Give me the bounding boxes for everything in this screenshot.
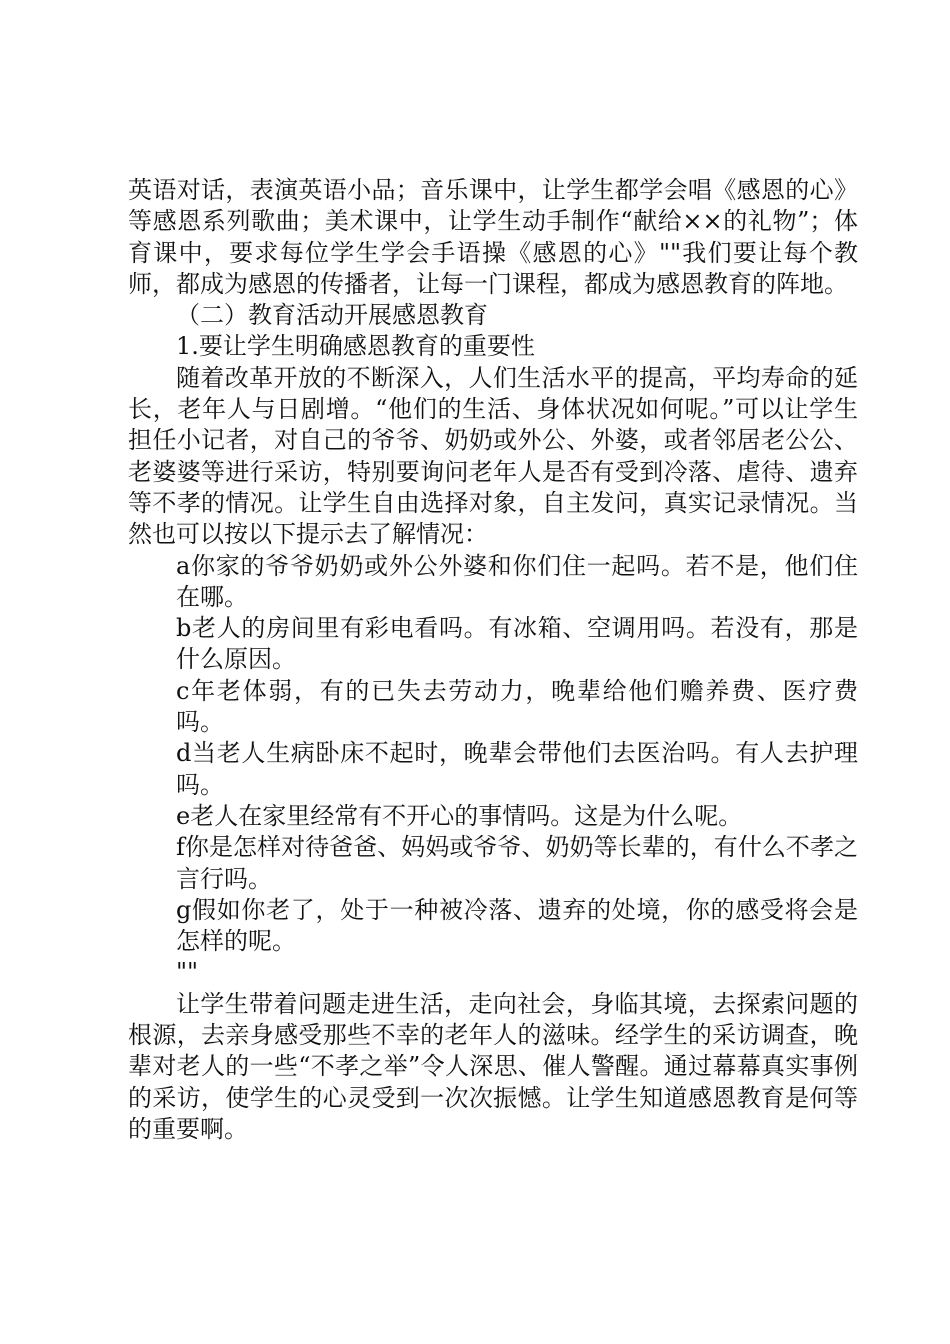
question-f: f你是怎样对待爸爸、妈妈或爷爷、奶奶等长辈的，有什么不孝之言行吗。	[176, 833, 858, 893]
question-e: e老人在家里经常有不开心的事情吗。这是为什么呢。	[176, 801, 743, 830]
subsection-heading: 1.要让学生明确感恩教育的重要性	[176, 332, 535, 361]
question-b: b老人的房间里有彩电看吗。有冰箱、空调用吗。若没有，那是什么原因。	[176, 614, 858, 674]
section-heading: （二）教育活动开展感恩教育	[176, 301, 488, 330]
question-c: c年老体弱，有的已失去劳动力，晚辈给他们赡养费、医疗费吗。	[176, 676, 858, 737]
paragraph-continued: 英语对话，表演英语小品；音乐课中，让学生都学会唱《感恩的心》等感恩系列歌曲；美术课中，让学生动手制作“献给××的礼物”；体育课中，要求每位学生学会手语操《感恩的心》""我们要让每个教师，都成为感恩的传播者，让每一门课程，都成为感恩教育的阵地。	[128, 176, 858, 298]
question-g: g假如你老了，处于一种被冷落、遗弃的处境，你的感受将会是怎样的呢。	[176, 895, 858, 956]
quote-marks: ""	[176, 958, 199, 987]
paragraph-conclusion: 让学生带着问题走进生活，走向社会，身临其境，去探索问题的根源，去亲身感受那些不幸的老年人的滋味。经学生的采访调查，晚辈对老人的一些“不孝之举”令人深思、催人警醒。通过幕幕真实事例的采访，使学生的心灵受到一次次振憾。让学生知道感恩教育是何等的重要啊。	[128, 989, 858, 1143]
paragraph-intro: 随着改革开放的不断深入，人们生活水平的提高，平均寿命的延长，老年人与日剧增。“他们的生活、身体状况如何呢。”可以让学生担任小记者，对自己的爷爷、奶奶或外公、外婆，或者邻居老公公、老婆婆等进行采访，特别要询问老年人是否有受到冷落、虐待、遗弃等不孝的情况。让学生自由选择对象，自主发问，真实记录情况。当然也可以按以下提示去了解情况：	[128, 363, 858, 549]
document-body	[128, 175, 858, 1145]
question-a: a你家的爷爷奶奶或外公外婆和你们住一起吗。若不是，他们住在哪。	[176, 551, 858, 611]
question-d: d当老人生病卧床不起时，晚辈会带他们去医治吗。有人去护理吗。	[176, 739, 858, 799]
